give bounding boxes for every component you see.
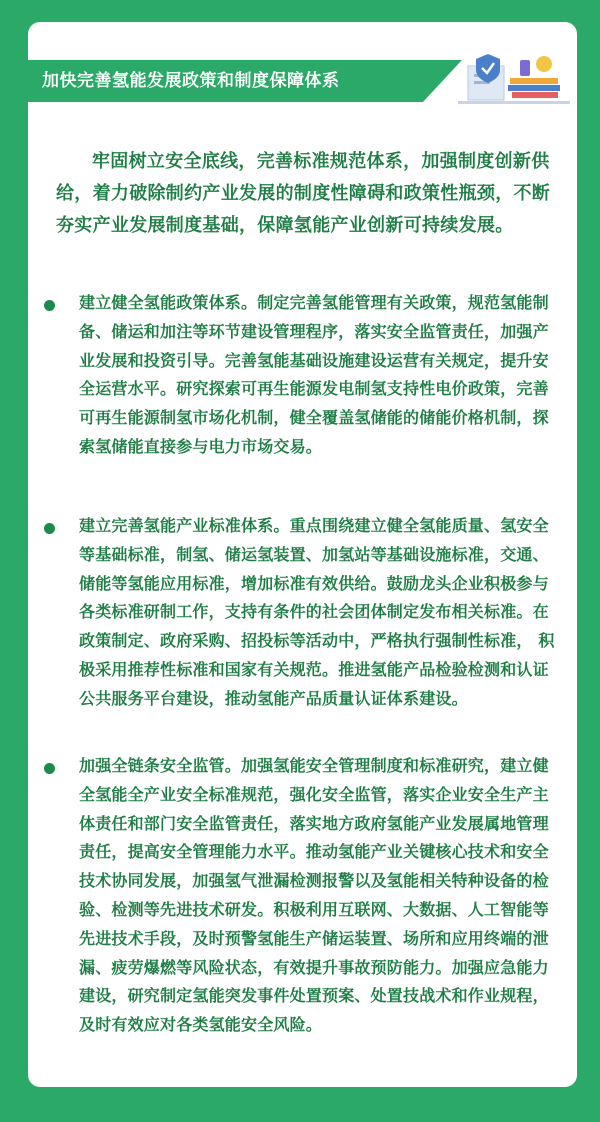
list-item-text: 建立完善氢能产业标准体系。重点围绕建立健全氢能质量、氢安全等基础标准，制氢、储运氢装置、加氢站等基础设施标准，交通、储能等氢能应用标准，增加标准有效供给。鼓励龙头企业积极参与各类标准研制工作，支持有条件的社会团体制定发布相关标准。在政策制定、政府采购、招投标等活动中，严格执行强制性标准， 积极采用推荐性标准和国家有关规范。推进氢能产品检验检测和认证公共服务平台建设，推动氢能产品质量认证体系建设。 (79, 516, 555, 708)
list-item (44, 289, 564, 462)
list-item (44, 752, 564, 1040)
shield-documents-illustration-icon (458, 48, 570, 106)
bullet-dot-icon (44, 763, 55, 774)
page-title: 加快完善氢能发展政策和制度保障体系 (42, 71, 340, 91)
list-item (44, 512, 564, 714)
bullet-dot-icon (44, 300, 55, 311)
intro-paragraph: 牢固树立安全底线，完善标准规范体系，加强制度创新供给，着力破除制约产业发展的制度性障碍和政策性瓶颈，不断夯实产业发展制度基础，保障氢能产业创新可持续发展。 (56, 151, 551, 236)
bullet-dot-icon (44, 523, 55, 534)
list-item-text: 建立健全氢能政策体系。制定完善氢能管理有关政策，规范氢能制备、储运和加注等环节建设管理程序，落实安全监管责任，加强产业发展和投资引导。完善氢能基础设施建设运营有关规定，提升安全运营水平。研究探索可再生能源发电制氢支持性电价政策，完善可再生能源制氢市场化机制，健全覆盖氢储能的储能价格机制，探索氢储能直接参与电力市场交易。 (79, 293, 549, 456)
list-item-text: 加强全链条安全监管。加强氢能安全管理制度和标准研究，建立健全氢能全产业安全标准规范，强化安全监管，落实企业安全生产主体责任和部门安全监管责任，落实地方政府氢能产业发展属地管理责任，提高安全管理能力水平。推动氢能产业关键核心技术和安全技术协同发展，加强氢气泄漏检测报警以及氢能相关特种设备的检验、检测等先进技术研发。积极利用互联网、大数据、人工智能等先进技术手段，及时预警氢能生产储运装置、场所和应用终端的泄漏、疲劳爆燃等风险状态，有效提升事故预防能力。加强应急能力建设，研究制定氢能突发事件处置预案、处置技战术和作业规程，及时有效应对各类氢能安全风险。 (79, 756, 549, 1035)
